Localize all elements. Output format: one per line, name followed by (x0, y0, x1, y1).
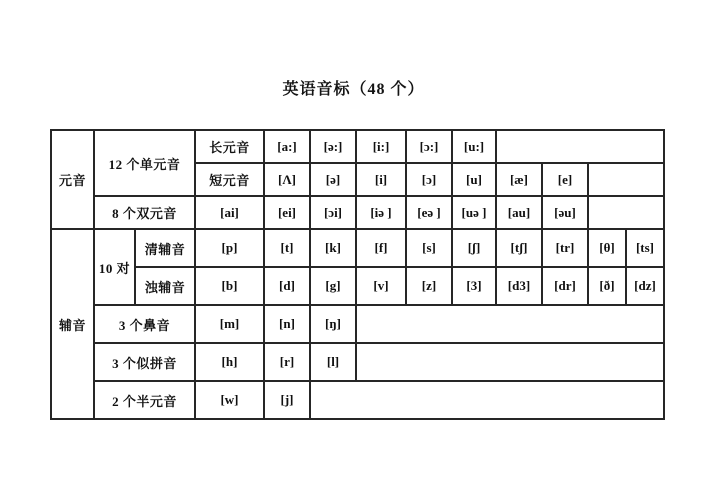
phoneme-cell: [ɔ:] (406, 130, 452, 163)
phoneme-cell: [e] (542, 163, 588, 196)
phoneme-cell: [eə ] (406, 196, 452, 229)
phoneme-cell: [θ] (588, 229, 626, 267)
phoneme-cell: [dz] (626, 267, 664, 305)
phoneme-cell: [dr] (542, 267, 588, 305)
empty-cell (496, 130, 664, 163)
phoneme-cell: [iə ] (356, 196, 406, 229)
phoneme-cell: [t] (264, 229, 310, 267)
label-voiced: 浊辅音 (135, 267, 195, 305)
phoneme-cell: [əu] (542, 196, 588, 229)
phoneme-cell: [s] (406, 229, 452, 267)
row-voiced-consonants (51, 267, 664, 305)
row-voiceless-consonants (51, 229, 664, 267)
phoneme-cell: [w] (195, 381, 264, 419)
label-semivowels: 2 个半元音 (94, 381, 195, 419)
phoneme-cell: [ɔi] (310, 196, 356, 229)
phoneme-cell: [h] (195, 343, 264, 381)
row-semivowels (51, 381, 664, 419)
group-label-vowel: 元音 (51, 130, 94, 229)
row-long-vowels (51, 130, 664, 163)
phoneme-cell: [k] (310, 229, 356, 267)
phoneme-cell: [ə:] (310, 130, 356, 163)
phoneme-cell: [tr] (542, 229, 588, 267)
phoneme-cell: [f] (356, 229, 406, 267)
label-semi-pinyin: 3 个似拼音 (94, 343, 195, 381)
row-semi-pinyin (51, 343, 664, 381)
phoneme-cell: [æ] (496, 163, 542, 196)
phoneme-cell: [m] (195, 305, 264, 343)
phoneme-cell: [uə ] (452, 196, 496, 229)
label-diphthongs: 8 个双元音 (94, 196, 195, 229)
empty-cell (588, 196, 664, 229)
phoneme-cell: [n] (264, 305, 310, 343)
phoneme-cell: [ŋ] (310, 305, 356, 343)
phoneme-cell: [i:] (356, 130, 406, 163)
phoneme-cell: [ei] (264, 196, 310, 229)
phoneme-cell: [a:] (264, 130, 310, 163)
empty-cell (588, 163, 664, 196)
phoneme-cell: [z] (406, 267, 452, 305)
label-pairs: 10 对 (94, 229, 135, 305)
empty-cell (356, 343, 664, 381)
phoneme-cell: [ɔ] (406, 163, 452, 196)
phoneme-cell: [ts] (626, 229, 664, 267)
phoneme-cell: [3] (452, 267, 496, 305)
label-monophthongs: 12 个单元音 (94, 130, 195, 196)
phoneme-cell: [ʃ] (452, 229, 496, 267)
phoneme-cell: [d3] (496, 267, 542, 305)
phoneme-cell: [j] (264, 381, 310, 419)
label-voiceless: 清辅音 (135, 229, 195, 267)
phoneme-cell: [b] (195, 267, 264, 305)
label-short-vowels: 短元音 (195, 163, 264, 196)
label-long-vowels: 长元音 (195, 130, 264, 163)
phonetics-table (50, 129, 665, 420)
label-nasals: 3 个鼻音 (94, 305, 195, 343)
phoneme-cell: [v] (356, 267, 406, 305)
page-title: 英语音标（48 个） (282, 81, 425, 98)
row-diphthongs (51, 196, 664, 229)
phoneme-cell: [ð] (588, 267, 626, 305)
phoneme-cell: [au] (496, 196, 542, 229)
phoneme-cell: [r] (264, 343, 310, 381)
phoneme-cell: [u:] (452, 130, 496, 163)
phoneme-cell: [ai] (195, 196, 264, 229)
empty-cell (310, 381, 664, 419)
group-label-consonant: 辅音 (51, 229, 94, 419)
row-nasals (51, 305, 664, 343)
phoneme-cell: [tʃ] (496, 229, 542, 267)
phoneme-cell: [l] (310, 343, 356, 381)
phoneme-cell: [Λ] (264, 163, 310, 196)
phoneme-cell: [p] (195, 229, 264, 267)
phoneme-cell: [ə] (310, 163, 356, 196)
phoneme-cell: [g] (310, 267, 356, 305)
phoneme-cell: [d] (264, 267, 310, 305)
phoneme-cell: [u] (452, 163, 496, 196)
phoneme-cell: [i] (356, 163, 406, 196)
empty-cell (356, 305, 664, 343)
